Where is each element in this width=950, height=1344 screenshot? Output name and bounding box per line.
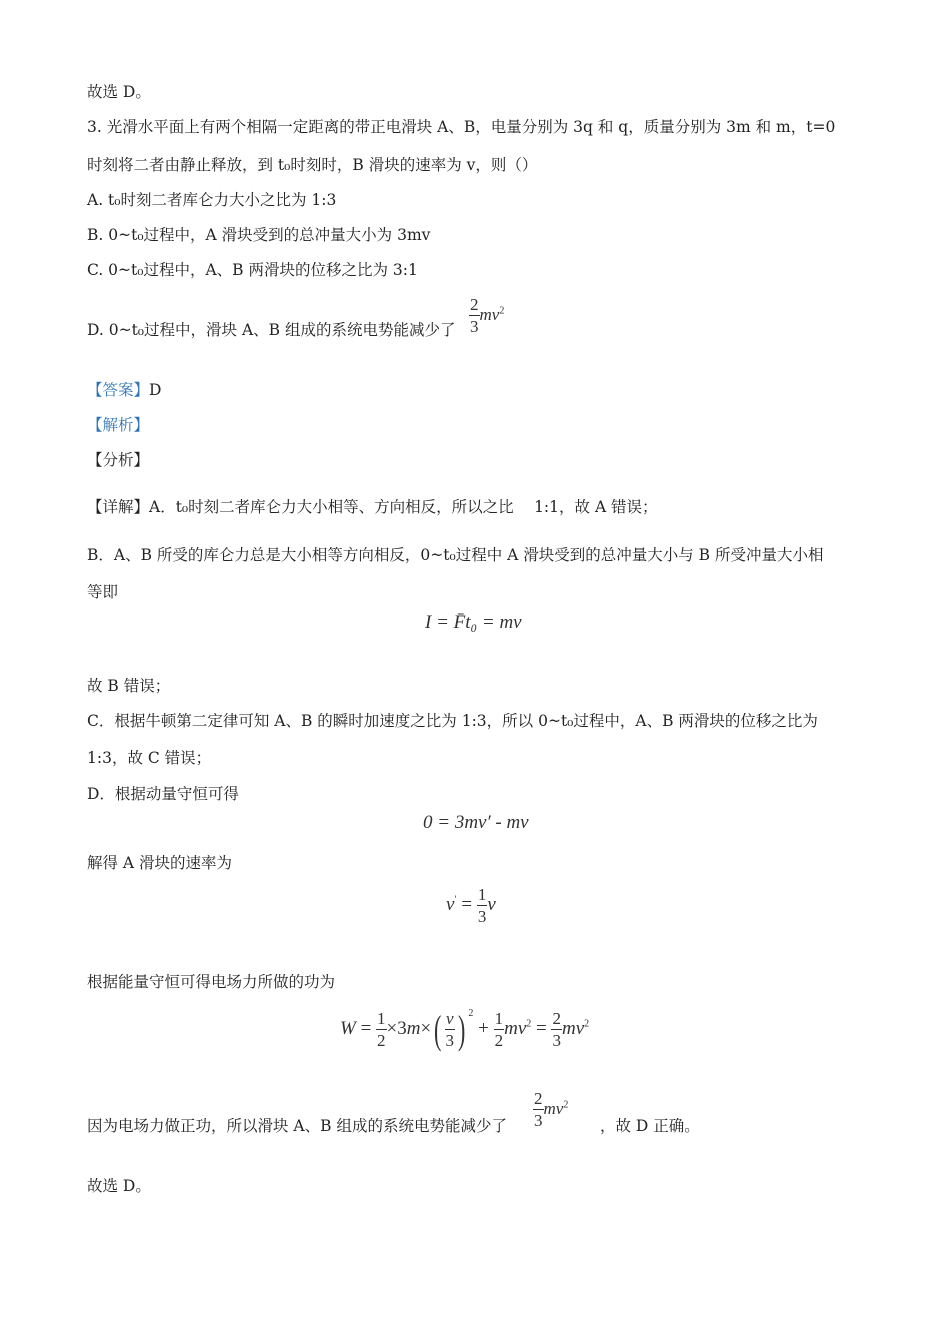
option-a: A. t₀时刻二者库仑力大小之比为 1:3 <box>87 191 337 209</box>
detail-d-line1: D．根据动量守恒可得 <box>87 785 239 803</box>
detail-b-line2: 等即 <box>87 583 119 601</box>
detail-b-line3: 故 B 错误； <box>87 677 171 695</box>
answer-value: D <box>149 381 162 399</box>
detail-b-line1: B．A、B 所受的库仑力总是大小相等方向相反，0~t₀过程中 A 滑块受到的总冲量大小与 B 所受冲量大小相 <box>87 546 824 564</box>
text-line: 故选 D。 <box>87 83 151 101</box>
answer-line <box>87 380 161 400</box>
option-b: B. 0~t₀过程中，A 滑块受到的总冲量大小为 3mv <box>87 226 431 244</box>
detail-c-line1: C．根据牛顿第二定律可知 A、B 的瞬时加速度之比为 1:3，所以 0~t₀过程中，A、B 两滑块的位移之比为 <box>87 712 818 730</box>
detail-a: 【详解】A．t₀时刻二者库仑力大小相等、方向相反，所以之比 1:1，故 A 错误； <box>87 498 658 516</box>
velocity-formula: v′ = $\frac{1}{3}$ v <box>446 885 496 926</box>
question-3-line2: 时刻将二者由静止释放，到 t₀时刻时，B 滑块的速率为 v，则（） <box>87 156 538 174</box>
detail-c-line2: 1:3，故 C 错误； <box>87 749 212 767</box>
detail-d-line3: 根据能量守恒可得电场力所做的功为 <box>87 973 336 991</box>
option-d-formula: $\frac{2}{3}$ $mv^2$ <box>470 295 505 336</box>
detail-d-line4: 因为电场力做正功，所以滑块 A、B 组成的系统电势能减少了 <box>87 1117 507 1135</box>
detail-d-line4-tail: ，故 D 正确。 <box>600 1117 700 1135</box>
option-d: D. 0~t₀过程中，滑块 A、B 组成的系统电势能减少了 <box>87 321 456 339</box>
answer-tag: 【答案】 <box>87 381 150 399</box>
work-formula: W = $\frac{1}{2}$ ×3m×( $\frac{v}{3}$ ) $^2$ + $\frac{1}{2}$ $mv^2$ = $\frac{2}{3}$ $mv^2$ <box>340 1006 590 1052</box>
question-3-line1: 3. 光滑水平面上有两个相隔一定距离的带正电滑块 A、B，电量分别为 3q 和 q，质量分别为 3m 和 m，t=0 <box>87 118 836 136</box>
energy-loss-formula: $\frac{2}{3}$ $mv^2$ <box>534 1089 569 1130</box>
impulse-formula: I = F̄t₀ = mv <box>425 612 522 633</box>
momentum-formula: 0 = 3mv′ - mv <box>423 812 529 833</box>
detail-d-line2: 解得 A 滑块的速率为 <box>87 854 233 872</box>
fenxi-tag: 【分析】 <box>87 451 150 469</box>
analysis-tag: 【解析】 <box>87 416 150 434</box>
option-c: C. 0~t₀过程中，A、B 两滑块的位移之比为 3:1 <box>87 261 418 279</box>
final-choice: 故选 D。 <box>87 1177 151 1195</box>
